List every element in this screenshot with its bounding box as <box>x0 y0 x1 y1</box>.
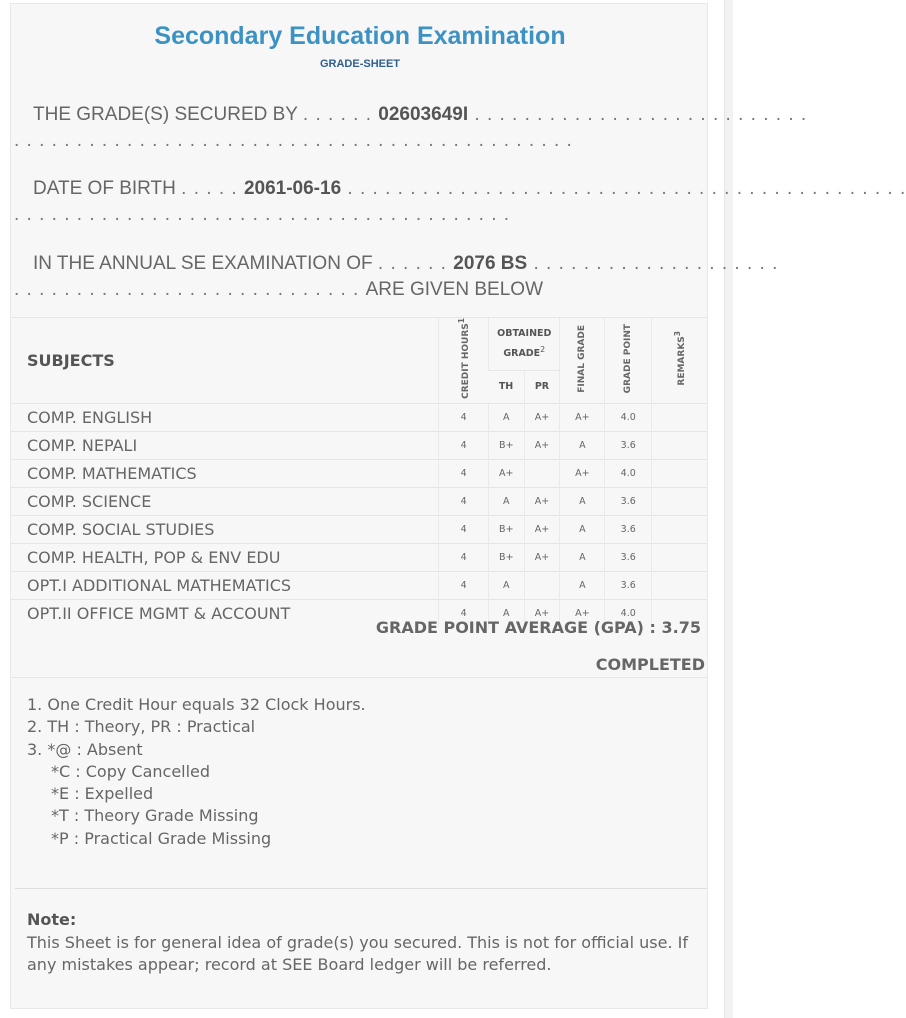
dob-value: 2061-06-16 <box>243 178 342 199</box>
note-sub-item: *T : Theory Grade Missing <box>51 806 259 826</box>
cell-pr <box>524 571 560 599</box>
header-pr: PR <box>524 371 560 404</box>
cell-th: A <box>489 403 524 431</box>
grades-table <box>11 317 707 627</box>
cell-pr: A+ <box>524 599 560 627</box>
dob-label: DATE OF BIRTH <box>33 178 176 199</box>
cell-credit: 4 <box>439 599 489 627</box>
cell-subject: COMP. ENGLISH <box>11 403 439 431</box>
cell-remarks <box>652 543 707 571</box>
exam-label: IN THE ANNUAL SE EXAMINATION OF <box>33 253 373 274</box>
page-title: Secondary Education Examination <box>154 22 566 50</box>
exam-line-2: . . . . . . . . . . . . . . . . . . . . . . . . . . . . ARE GIVEN BELOW <box>14 279 543 300</box>
cell-credit: 4 <box>439 459 489 487</box>
cell-th: B+ <box>489 431 524 459</box>
exam-suffix: ARE GIVEN BELOW <box>365 279 543 300</box>
right-scroll-strip <box>724 0 733 1018</box>
cell-gp: 4.0 <box>605 599 652 627</box>
cell-th: A+ <box>489 459 524 487</box>
notes-divider <box>15 888 707 889</box>
cell-credit: 4 <box>439 431 489 459</box>
cell-credit: 4 <box>439 487 489 515</box>
cell-pr <box>524 459 560 487</box>
cell-final: A+ <box>560 459 605 487</box>
cell-subject: COMP. MATHEMATICS <box>11 459 439 487</box>
cell-gp: 3.6 <box>605 431 652 459</box>
header-grade-point: GRADE POINT <box>605 318 652 404</box>
exam-line: IN THE ANNUAL SE EXAMINATION OF . . . . . . 2076 BS . . . . . . . . . . . . . . . . . . . . <box>14 251 706 276</box>
header-th: TH <box>489 371 524 404</box>
section-divider <box>11 677 707 678</box>
table-row <box>11 459 707 487</box>
cell-subject: OPT.II OFFICE MGMT & ACCOUNT <box>11 599 439 627</box>
cell-th: B+ <box>489 543 524 571</box>
cell-remarks <box>652 571 707 599</box>
cell-final: A <box>560 543 605 571</box>
cell-subject: COMP. HEALTH, POP & ENV EDU <box>11 543 439 571</box>
cell-credit: 4 <box>439 571 489 599</box>
cell-subject: COMP. NEPALI <box>11 431 439 459</box>
symbol-number: 02603649I <box>378 104 469 125</box>
cell-remarks <box>652 459 707 487</box>
cell-pr: A+ <box>524 543 560 571</box>
note-title: Note: <box>27 910 77 929</box>
cell-credit: 4 <box>439 515 489 543</box>
note-sub-item: *P : Practical Grade Missing <box>51 828 272 848</box>
cell-th: A <box>489 571 524 599</box>
cell-pr: A+ <box>524 515 560 543</box>
cell-th: B+ <box>489 515 524 543</box>
cell-pr: A+ <box>524 431 560 459</box>
result-status: COMPLETED <box>595 655 705 674</box>
table-row <box>11 431 707 459</box>
grade-sheet-card <box>10 3 906 1009</box>
cell-credit: 4 <box>439 543 489 571</box>
cell-remarks <box>652 403 707 431</box>
header-subjects: SUBJECTS <box>11 318 439 404</box>
cell-gp: 3.6 <box>605 515 652 543</box>
cell-final: A+ <box>560 403 605 431</box>
exam-year: 2076 BS <box>453 253 528 274</box>
cell-final: A <box>560 431 605 459</box>
cell-pr: A+ <box>524 403 560 431</box>
cell-final: A <box>560 515 605 543</box>
table-row <box>11 571 707 599</box>
note-text: This Sheet is for general idea of grade(s) you secured. This is not for official use. If any mistakes appear; record at SEE Board ledger will be referred. <box>27 933 688 974</box>
table-row <box>11 403 707 431</box>
note-item: 1. One Credit Hour equals 32 Clock Hours. <box>27 695 366 714</box>
cell-gp: 4.0 <box>605 403 652 431</box>
cell-gp: 4.0 <box>605 459 652 487</box>
table-row <box>11 487 707 515</box>
header-final-grade: FINAL GRADE <box>560 318 605 404</box>
table-header-row <box>11 318 707 371</box>
table-row <box>11 543 707 571</box>
cell-gp: 3.6 <box>605 571 652 599</box>
cell-remarks <box>652 515 707 543</box>
note-item: 3. *@ : Absent <box>27 739 143 759</box>
cell-final: A <box>560 487 605 515</box>
cell-final: A <box>560 571 605 599</box>
header-credit-hours: CREDIT HOURS$^1$ <box>439 318 489 404</box>
cell-gp: 3.6 <box>605 487 652 515</box>
note-item: 2. TH : Theory, PR : Practical <box>27 717 256 737</box>
dob-dots: . . . . . . . . . . . . . . . . . . . . . . . . . . . . . . . . . . . . . . . . <box>14 204 511 225</box>
page-subtitle: GRADE-SHEET <box>319 58 401 70</box>
secured-by-line: THE GRADE(S) SECURED BY . . . . . . 02603649I . . . . . . . . . . . . . . . . . . . . . . . . . . . <box>14 102 706 127</box>
cell-remarks <box>652 487 707 515</box>
notes-list <box>27 694 366 850</box>
secured-by-dots: . . . . . . . . . . . . . . . . . . . . . . . . . . . . . . . . . . . . . . . . . . . . . <box>14 130 573 151</box>
header-remarks: REMARKS$^3$ <box>652 318 707 404</box>
cell-subject: OPT.I ADDITIONAL MATHEMATICS <box>11 571 439 599</box>
cell-th: A <box>489 487 524 515</box>
header-obtained-grade: OBTAINED GRADE$^2$ <box>489 318 560 371</box>
table-row <box>11 515 707 543</box>
dob-line: DATE OF BIRTH . . . . . 2061-06-16 . . . . . . . . . . . . . . . . . . . . . . . . . . . . . . . . . . . . . . . . . . . . . <box>14 176 706 201</box>
gpa-summary: GRADE POINT AVERAGE (GPA) : 3.75 <box>375 618 701 637</box>
cell-credit: 4 <box>439 403 489 431</box>
cell-gp: 3.6 <box>605 543 652 571</box>
note-sub-item: *C : Copy Cancelled <box>51 761 211 781</box>
note-sub-item: *E : Expelled <box>51 784 154 804</box>
cell-remarks <box>652 431 707 459</box>
secured-by-label: THE GRADE(S) SECURED BY <box>33 104 298 125</box>
cell-final: A+ <box>560 599 605 627</box>
cell-pr: A+ <box>524 487 560 515</box>
cell-th: A <box>489 599 524 627</box>
cell-subject: COMP. SCIENCE <box>11 487 439 515</box>
cell-subject: COMP. SOCIAL STUDIES <box>11 515 439 543</box>
